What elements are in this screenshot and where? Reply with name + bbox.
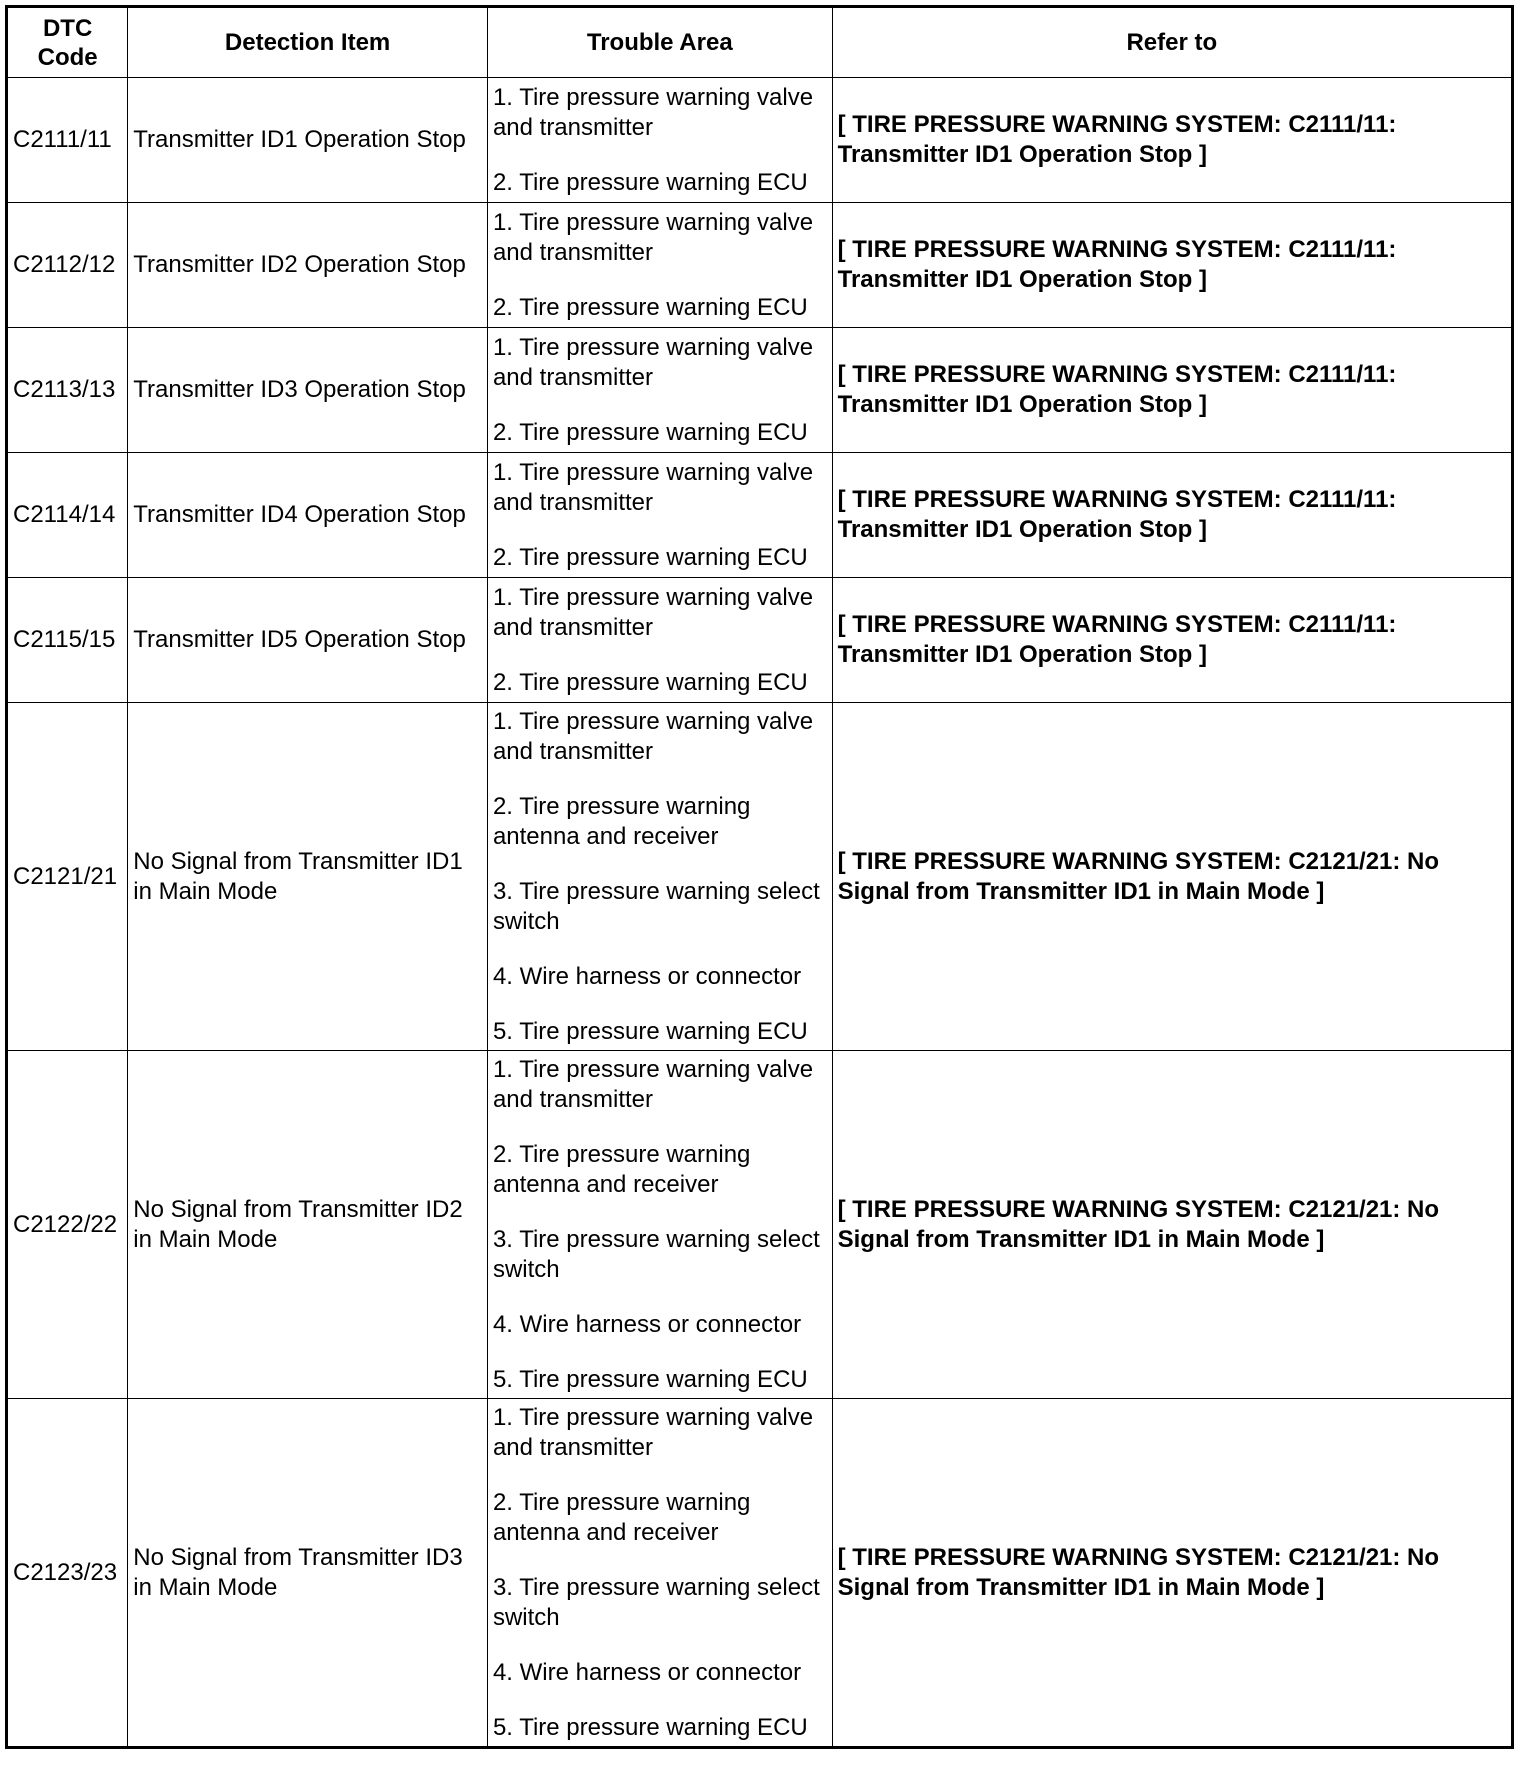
trouble-area-item: 1. Tire pressure warning valve and transmitter — [492, 208, 814, 266]
trouble-area-item: 5. Tire pressure warning ECU — [492, 1713, 808, 1741]
trouble-area-cell — [487, 1051, 832, 1399]
detection-item-cell: No Signal from Transmitter ID2 in Main Mode — [128, 1051, 488, 1399]
trouble-area-item: 5. Tire pressure warning ECU — [492, 1017, 808, 1045]
trouble-area-item: 4. Wire harness or connector — [492, 1658, 802, 1686]
dtc-code-cell: C2113/13 — [7, 328, 128, 453]
table-row — [7, 328, 1513, 453]
refer-to-link[interactable]: [ TIRE PRESSURE WARNING SYSTEM: C2111/11: Transmitter ID1 Operation Stop ] — [832, 453, 1512, 578]
refer-to-link[interactable]: [ TIRE PRESSURE WARNING SYSTEM: C2121/21: No Signal from Transmitter ID1 in Main Mode ] — [832, 1051, 1512, 1399]
refer-to-link[interactable]: [ TIRE PRESSURE WARNING SYSTEM: C2111/11: Transmitter ID1 Operation Stop ] — [832, 578, 1512, 703]
table-row — [7, 1051, 1513, 1399]
trouble-area-cell — [487, 78, 832, 203]
trouble-area-item: 4. Wire harness or connector — [492, 962, 802, 990]
trouble-area-item: 1. Tire pressure warning valve and transmitter — [492, 1403, 814, 1461]
refer-to-link[interactable]: [ TIRE PRESSURE WARNING SYSTEM: C2111/11: Transmitter ID1 Operation Stop ] — [832, 328, 1512, 453]
dtc-code-cell: C2115/15 — [7, 578, 128, 703]
dtc-code-cell: C2122/22 — [7, 1051, 128, 1399]
trouble-area-item: 3. Tire pressure warning select switch — [492, 877, 820, 935]
table-row — [7, 78, 1513, 203]
header-row — [7, 7, 1513, 78]
header-refer-to: Refer to — [832, 7, 1512, 78]
trouble-area-item: 1. Tire pressure warning valve and transmitter — [492, 707, 814, 765]
trouble-area-item: 2. Tire pressure warning ECU — [492, 168, 808, 196]
trouble-area-cell — [487, 578, 832, 703]
dtc-code-cell: C2114/14 — [7, 453, 128, 578]
trouble-area-cell — [487, 203, 832, 328]
detection-item-cell: Transmitter ID5 Operation Stop — [128, 578, 488, 703]
trouble-area-item: 3. Tire pressure warning select switch — [492, 1225, 820, 1283]
table-row — [7, 453, 1513, 578]
detection-item-cell: Transmitter ID4 Operation Stop — [128, 453, 488, 578]
trouble-area-item: 1. Tire pressure warning valve and transmitter — [492, 333, 814, 391]
refer-to-link[interactable]: [ TIRE PRESSURE WARNING SYSTEM: C2111/11: Transmitter ID1 Operation Stop ] — [832, 78, 1512, 203]
detection-item-cell: No Signal from Transmitter ID1 in Main Mode — [128, 703, 488, 1051]
trouble-area-item: 1. Tire pressure warning valve and transmitter — [492, 583, 814, 641]
trouble-area-item: 4. Wire harness or connector — [492, 1310, 802, 1338]
trouble-area-item: 2. Tire pressure warning ECU — [492, 668, 808, 696]
dtc-code-cell: C2112/12 — [7, 203, 128, 328]
dtc-table — [5, 5, 1514, 1749]
trouble-area-cell — [487, 328, 832, 453]
trouble-area-cell — [487, 453, 832, 578]
trouble-area-item: 2. Tire pressure warning ECU — [492, 293, 808, 321]
detection-item-cell: Transmitter ID1 Operation Stop — [128, 78, 488, 203]
header-detection-item: Detection Item — [128, 7, 488, 78]
dtc-code-cell: C2121/21 — [7, 703, 128, 1051]
detection-item-cell: Transmitter ID2 Operation Stop — [128, 203, 488, 328]
trouble-area-item: 1. Tire pressure warning valve and transmitter — [492, 83, 814, 141]
trouble-area-item: 2. Tire pressure warning antenna and receiver — [492, 1140, 751, 1198]
trouble-area-item: 2. Tire pressure warning antenna and receiver — [492, 1488, 751, 1546]
table-body — [7, 78, 1513, 1748]
trouble-area-cell — [487, 703, 832, 1051]
trouble-area-item: 2. Tire pressure warning antenna and receiver — [492, 792, 751, 850]
refer-to-link[interactable]: [ TIRE PRESSURE WARNING SYSTEM: C2111/11: Transmitter ID1 Operation Stop ] — [832, 203, 1512, 328]
table-row — [7, 703, 1513, 1051]
table-row — [7, 203, 1513, 328]
trouble-area-item: 2. Tire pressure warning ECU — [492, 543, 808, 571]
table-row — [7, 578, 1513, 703]
detection-item-cell: Transmitter ID3 Operation Stop — [128, 328, 488, 453]
trouble-area-item: 3. Tire pressure warning select switch — [492, 1573, 820, 1631]
trouble-area-item: 2. Tire pressure warning ECU — [492, 418, 808, 446]
header-trouble-area: Trouble Area — [487, 7, 832, 78]
detection-item-cell: No Signal from Transmitter ID3 in Main Mode — [128, 1399, 488, 1748]
refer-to-link[interactable]: [ TIRE PRESSURE WARNING SYSTEM: C2121/21: No Signal from Transmitter ID1 in Main Mode ] — [832, 703, 1512, 1051]
dtc-code-cell: C2111/11 — [7, 78, 128, 203]
trouble-area-cell — [487, 1399, 832, 1748]
dtc-code-cell: C2123/23 — [7, 1399, 128, 1748]
trouble-area-item: 5. Tire pressure warning ECU — [492, 1365, 808, 1393]
table-row — [7, 1399, 1513, 1748]
header-dtc-code: DTC Code — [7, 7, 128, 78]
trouble-area-item: 1. Tire pressure warning valve and transmitter — [492, 458, 814, 516]
trouble-area-item: 1. Tire pressure warning valve and transmitter — [492, 1055, 814, 1113]
refer-to-link[interactable]: [ TIRE PRESSURE WARNING SYSTEM: C2121/21: No Signal from Transmitter ID1 in Main Mode ] — [832, 1399, 1512, 1748]
